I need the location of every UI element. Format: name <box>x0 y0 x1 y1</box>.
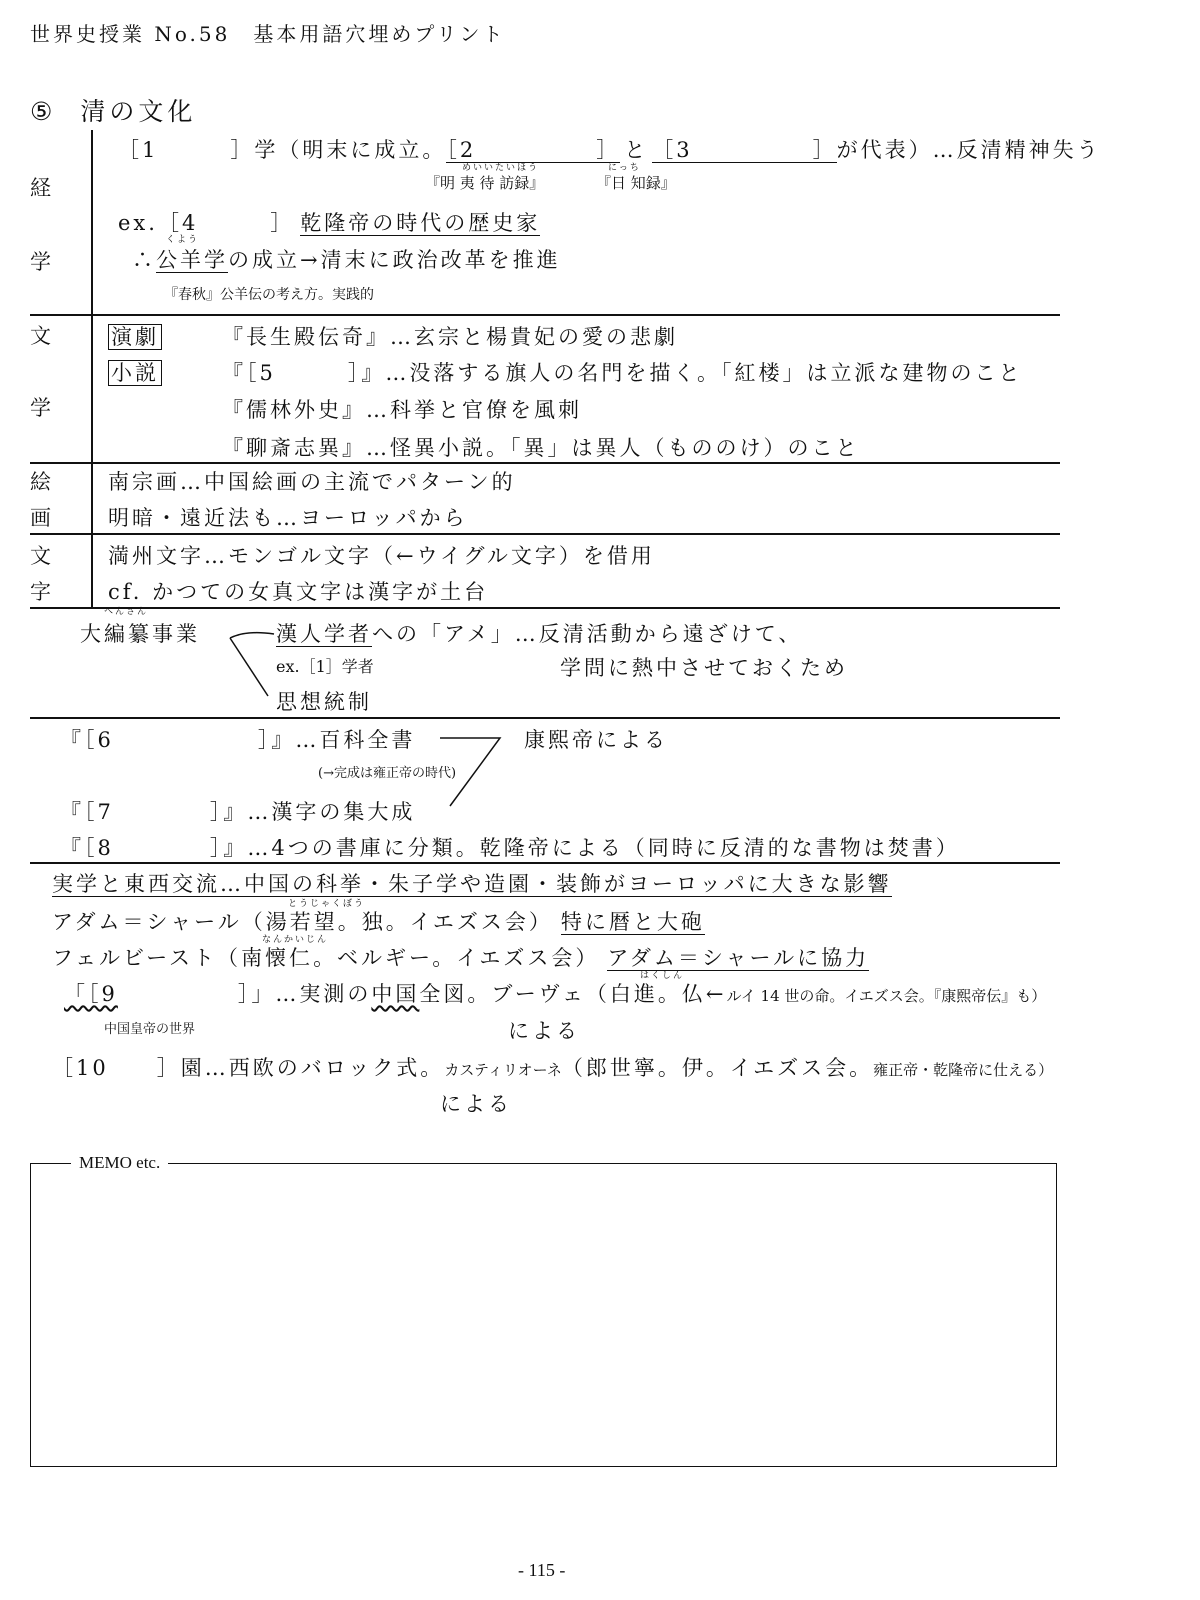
page-header-title: 世界史授業 No.58 基本用語穴埋めプリント <box>30 22 506 46</box>
section-title: 清の文化 <box>80 97 197 126</box>
keigaku-line1-rest: が代表）…反清精神失う <box>836 138 1101 162</box>
novel-label-box <box>108 357 162 387</box>
ruby-verbiest: なんかいじん <box>262 935 329 945</box>
novel-jurin-gaishi: 『儒林外史』…科挙と官僚を風刺 <box>222 398 582 422</box>
rule-bungaku-bottom <box>30 462 1060 464</box>
blank-10: ［10 ］園…西欧のバロック式。 <box>52 1056 445 1080</box>
bouvet-note: ルイ 14 世の命。イエズス会。『康熙帝伝』も） <box>726 987 1047 1005</box>
conjunction-to: と <box>624 138 649 162</box>
category-column-divider <box>91 130 93 608</box>
schall-line <box>52 906 705 936</box>
drama-label-box <box>108 321 162 351</box>
category-moji-top: 文 <box>30 544 54 568</box>
blank-4-description: 乾隆帝の時代の歴史家 <box>300 211 541 235</box>
book6-note: (→完成は雍正帝の時代) <box>318 766 457 781</box>
blank9-sub-note: 中国皇帝の世界 <box>104 1022 196 1037</box>
schall-details: 。独。イエズス会） <box>337 910 553 934</box>
jitsugaku-heading-text: 実学と東西交流…中国の科挙・朱子学や造園・装飾がヨーロッパに大きな影響 <box>52 872 892 896</box>
category-keigaku-top: 経 <box>30 176 54 200</box>
novel-blank5-text: 『［5 ］』…没落する旗人の名門を描く。「紅楼」は立派な建物のこと <box>222 361 1023 385</box>
hensan-ex-line: ex.［1］学者 <box>276 657 374 676</box>
book-blank8: 『［8 ］』…4つの書庫に分類。乾隆帝による（同時に反清的な書物は焚書） <box>60 836 960 860</box>
category-moji-bottom: 字 <box>30 580 54 604</box>
category-kaiga-top: 絵 <box>30 470 54 494</box>
book-blank7: 『［7 ］』…漢字の集大成 <box>60 800 416 824</box>
term-kanjin-gakusha: 漢人学者 <box>276 622 372 646</box>
blank-9-zenzu: 全図。ブーヴェ（ <box>419 982 610 1006</box>
jitsugaku-heading <box>52 868 892 898</box>
castiglione-details: （郎世寧。伊。イエズス会。 <box>561 1056 874 1080</box>
verbiest-name-kana: フェルビースト（ <box>52 946 242 970</box>
blank-9-rest: ］」…実測の <box>117 982 372 1006</box>
hensan-branch2: 思想統制 <box>276 690 372 714</box>
castiglione-note: 雍正帝・乾隆帝に仕える） <box>873 1061 1054 1079</box>
verbiest-contribution: アダム＝シャールに協力 <box>607 946 870 970</box>
hensan-branch1 <box>276 618 802 648</box>
book-meiitaihouroku: 『明 夷 待 訪録』 <box>425 174 545 192</box>
blank9-continuation: による <box>508 1019 580 1043</box>
blank10-continuation: による <box>440 1092 512 1116</box>
kangxi-label: 康熙帝による <box>524 728 668 752</box>
blank-3: ［3 ］ <box>652 138 837 162</box>
hensan-reason2: 学問に熱中させておくため <box>560 656 848 680</box>
rule-hensan-bottom <box>30 717 1060 719</box>
note-shunjuu: 『春秋』公羊伝の考え方。実践的 <box>164 287 374 303</box>
ruby-bouvet: はくしん <box>640 971 685 981</box>
schall-contribution: 特に暦と大砲 <box>560 910 705 934</box>
blank-2: ［2 ］ <box>446 138 621 162</box>
hensan-branch1-rest: への「アメ」…反清活動から遠ざけて、 <box>372 622 803 646</box>
kaiga-line1: 南宗画…中国絵画の主流でパターン的 <box>108 470 516 494</box>
drama-label: 演劇 <box>108 324 162 350</box>
keigaku-line-kuyougaku <box>132 244 561 274</box>
book-blank6: 『［6 ］』…百科全書 <box>60 728 416 752</box>
schall-name-kana: アダム＝シャール（ <box>52 910 266 934</box>
section-number: ⑤ <box>30 97 57 126</box>
category-keigaku-bottom: 学 <box>30 250 54 274</box>
ruby-book1: めいいたいほう <box>462 163 540 173</box>
ruby-hensan: へんさん <box>104 607 149 617</box>
moji-line1: 満州文字…モンゴル文字（←ウイグル文字）を借用 <box>108 544 655 568</box>
hensan-label: 大編纂事業 <box>80 622 200 646</box>
rule-books-bottom <box>30 862 1060 864</box>
castiglione-kana: カスティリオーネ <box>444 1061 562 1079</box>
therefore-symbol: ∴ <box>132 248 156 272</box>
memo-label: MEMO etc. <box>71 1153 168 1173</box>
kaiga-line2: 明暗・遠近法も…ヨーロッパから <box>108 506 468 530</box>
book-nicchiroku: 『日 知録』 <box>596 174 676 192</box>
rule-keigaku-bottom <box>30 314 1060 316</box>
verbiest-chinese-name: 南懐仁 <box>241 946 314 970</box>
category-kaiga-bottom: 画 <box>30 506 54 530</box>
moji-line2: cf. かつての女真文字は漢字が土台 <box>108 580 489 604</box>
bouvet-chinese-name: 白進 <box>609 982 658 1006</box>
verbiest-details: 。ベルギー。イエズス会） <box>313 946 600 970</box>
term-chugoku-wavy: 中国 <box>371 982 420 1006</box>
category-bungaku-top: 文 <box>30 324 54 348</box>
blank-4: ex.［4 ］ <box>118 211 295 235</box>
blank-9: 「［9 <box>64 982 118 1006</box>
kuyougaku-rest: の成立→清末に政治改革を推進 <box>228 248 561 272</box>
verbiest-line <box>52 942 869 972</box>
memo-box[interactable] <box>30 1153 1057 1467</box>
rule-moji-bottom <box>30 607 1060 609</box>
section-heading <box>30 92 196 128</box>
ruby-schall: とうじゃくぼう <box>288 899 366 909</box>
term-kuyougaku: 公羊学 <box>156 248 228 272</box>
hensan-branch-lines <box>228 628 278 706</box>
novel-ryousai-shii: 『聊斎志異』…怪異小説。「異」は異人（もののけ）のこと <box>222 436 860 460</box>
category-bungaku-bottom: 学 <box>30 396 54 420</box>
schall-chinese-name: 湯若望 <box>265 910 338 934</box>
blank9-line <box>64 978 1046 1008</box>
rule-kaiga-bottom <box>30 533 1060 535</box>
ruby-kuyou: くよう <box>166 235 200 245</box>
bouvet-details: 。仏← <box>657 982 727 1006</box>
novel-label: 小説 <box>108 360 162 386</box>
blank-1-text: ［1 ］学（明末に成立。 <box>118 138 447 162</box>
page-number: - 115 - <box>518 1560 566 1580</box>
blank10-line <box>52 1052 1053 1082</box>
ruby-book2: にっち <box>608 163 641 173</box>
drama-text: 『長生殿伝奇』…玄宗と楊貴妃の愛の悲劇 <box>222 325 678 349</box>
